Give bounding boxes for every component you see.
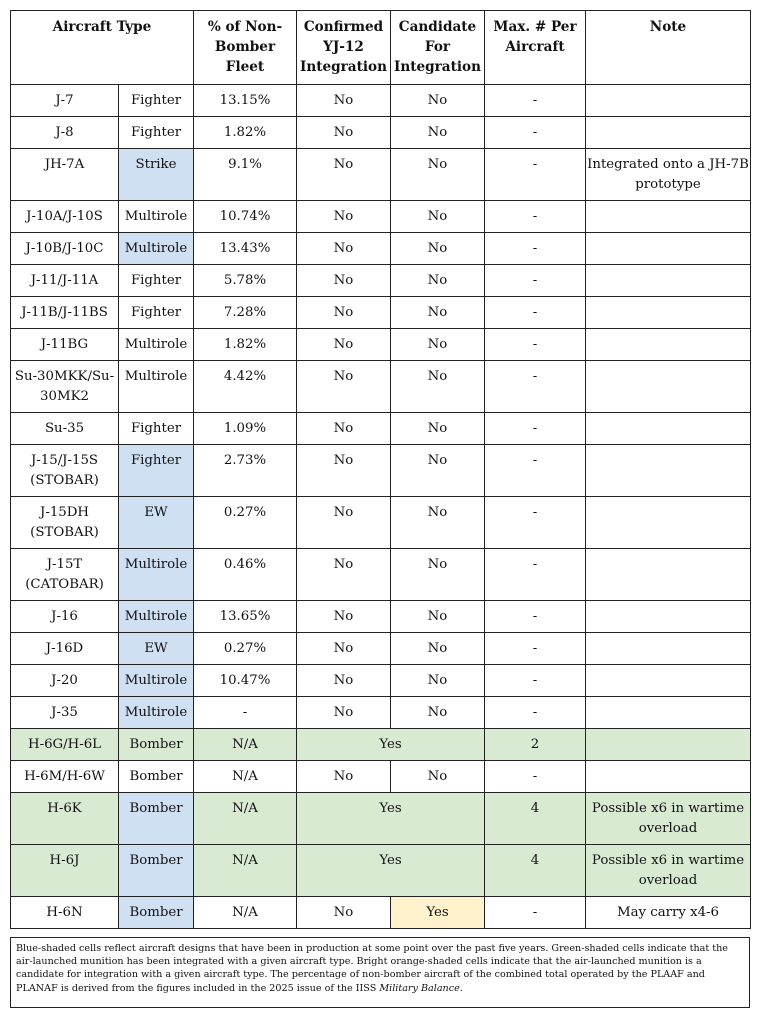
confirmed-cell: No — [297, 233, 391, 265]
note-cell: Integrated onto a JH-7B prototype — [586, 149, 751, 201]
aircraft-cell: J-10A/J-10S — [11, 201, 119, 233]
table-row — [11, 85, 751, 117]
pct-cell: N/A — [194, 845, 297, 897]
footnote-text: Blue-shaded cells reflect aircraft designs that have been in production at some point over the past five years. Green-shaded cells indicate that the air-launched munition has been integrated with a given aircraft type. Bright orange-shaded cells indicate that the air-launched munition is a candidate for integration with a given aircraft type. The percentage of non-bomber aircraft of the combined total operated by the PLAAF and PLANAF is derived from the figures included in the 2025 issue of the IISS — [16, 943, 728, 994]
candidate-cell: No — [391, 601, 485, 633]
candidate-cell: No — [391, 497, 485, 549]
candidate-cell: No — [391, 761, 485, 793]
max-cell: - — [485, 697, 586, 729]
role-cell: Multirole — [119, 665, 194, 697]
footnote-source-title: Military Balance — [379, 982, 460, 994]
role-cell: Multirole — [119, 233, 194, 265]
table-row — [11, 361, 751, 413]
header-max-per-aircraft: Max. # Per Aircraft — [485, 11, 586, 85]
pct-cell: 4.42% — [194, 361, 297, 413]
note-cell — [586, 601, 751, 633]
max-cell: - — [485, 445, 586, 497]
aircraft-cell: H-6G/H-6L — [11, 729, 119, 761]
table-row — [11, 265, 751, 297]
integration-cell: Yes — [297, 845, 485, 897]
aircraft-cell: J-11/J-11A — [11, 265, 119, 297]
role-cell: Multirole — [119, 549, 194, 601]
pct-cell: 1.09% — [194, 413, 297, 445]
aircraft-cell: J-35 — [11, 697, 119, 729]
note-cell — [586, 413, 751, 445]
max-cell: - — [485, 233, 586, 265]
role-cell: Multirole — [119, 329, 194, 361]
candidate-cell: No — [391, 361, 485, 413]
table-row — [11, 201, 751, 233]
pct-cell: 13.15% — [194, 85, 297, 117]
role-cell: EW — [119, 497, 194, 549]
confirmed-cell: No — [297, 761, 391, 793]
note-cell: Possible x6 in wartime overload — [586, 845, 751, 897]
aircraft-cell: J-8 — [11, 117, 119, 149]
note-cell — [586, 729, 751, 761]
pct-cell: 0.46% — [194, 549, 297, 601]
pct-cell: 0.27% — [194, 633, 297, 665]
table-row — [11, 117, 751, 149]
max-cell: - — [485, 761, 586, 793]
table-row — [11, 601, 751, 633]
table-row — [11, 497, 751, 549]
candidate-cell: No — [391, 149, 485, 201]
pct-cell: 2.73% — [194, 445, 297, 497]
max-cell: 2 — [485, 729, 586, 761]
aircraft-cell: JH-7A — [11, 149, 119, 201]
table-row — [11, 633, 751, 665]
max-cell: - — [485, 897, 586, 929]
table-row — [11, 549, 751, 601]
aircraft-cell: J-7 — [11, 85, 119, 117]
confirmed-cell: No — [297, 445, 391, 497]
note-cell: May carry x4-6 — [586, 897, 751, 929]
pct-cell: 13.43% — [194, 233, 297, 265]
pct-cell: 7.28% — [194, 297, 297, 329]
candidate-cell: No — [391, 265, 485, 297]
aircraft-cell: J-15T (CATOBAR) — [11, 549, 119, 601]
candidate-cell: No — [391, 329, 485, 361]
pct-cell: 10.74% — [194, 201, 297, 233]
aircraft-cell: J-11BG — [11, 329, 119, 361]
table-row — [11, 845, 751, 897]
role-cell: EW — [119, 633, 194, 665]
header-aircraft-type: Aircraft Type — [11, 11, 194, 85]
max-cell: - — [485, 329, 586, 361]
max-cell: - — [485, 201, 586, 233]
footnote-end: . — [459, 982, 463, 994]
candidate-cell: No — [391, 413, 485, 445]
candidate-cell: No — [391, 633, 485, 665]
confirmed-cell: No — [297, 117, 391, 149]
max-cell: - — [485, 633, 586, 665]
role-cell: Fighter — [119, 297, 194, 329]
integration-cell: Yes — [297, 729, 485, 761]
max-cell: 4 — [485, 845, 586, 897]
candidate-cell: Yes — [391, 897, 485, 929]
aircraft-cell: Su-35 — [11, 413, 119, 445]
table-row — [11, 445, 751, 497]
table-row — [11, 897, 751, 929]
confirmed-cell: No — [297, 897, 391, 929]
note-cell — [586, 697, 751, 729]
aircraft-cell: H-6J — [11, 845, 119, 897]
table-row — [11, 761, 751, 793]
table-row — [11, 793, 751, 845]
note-cell — [586, 665, 751, 697]
aircraft-cell: H-6N — [11, 897, 119, 929]
note-cell — [586, 445, 751, 497]
aircraft-cell: J-16D — [11, 633, 119, 665]
max-cell: - — [485, 413, 586, 445]
pct-cell: 10.47% — [194, 665, 297, 697]
max-cell: - — [485, 265, 586, 297]
max-cell: - — [485, 549, 586, 601]
header-candidate: Candidate For Integration — [391, 11, 485, 85]
role-cell: Bomber — [119, 729, 194, 761]
pct-cell: 0.27% — [194, 497, 297, 549]
candidate-cell: No — [391, 297, 485, 329]
role-cell: Bomber — [119, 897, 194, 929]
table-row — [11, 729, 751, 761]
confirmed-cell: No — [297, 665, 391, 697]
confirmed-cell: No — [297, 361, 391, 413]
note-cell — [586, 549, 751, 601]
aircraft-cell: J-15/J-15S (STOBAR) — [11, 445, 119, 497]
role-cell: Fighter — [119, 117, 194, 149]
confirmed-cell: No — [297, 497, 391, 549]
aircraft-cell: J-11B/J-11BS — [11, 297, 119, 329]
aircraft-cell: Su-30MKK/Su-30MK2 — [11, 361, 119, 413]
aircraft-cell: H-6K — [11, 793, 119, 845]
confirmed-cell: No — [297, 413, 391, 445]
note-cell — [586, 201, 751, 233]
note-cell — [586, 297, 751, 329]
note-cell — [586, 265, 751, 297]
max-cell: - — [485, 497, 586, 549]
table-row — [11, 149, 751, 201]
table-row — [11, 697, 751, 729]
note-cell — [586, 497, 751, 549]
max-cell: - — [485, 149, 586, 201]
note-cell — [586, 85, 751, 117]
max-cell: 4 — [485, 793, 586, 845]
pct-cell: 9.1% — [194, 149, 297, 201]
note-cell — [586, 329, 751, 361]
footnote — [10, 937, 750, 1008]
note-cell: Possible x6 in wartime overload — [586, 793, 751, 845]
max-cell: - — [485, 297, 586, 329]
header-row — [11, 11, 751, 85]
max-cell: - — [485, 117, 586, 149]
pct-cell: N/A — [194, 897, 297, 929]
role-cell: Fighter — [119, 85, 194, 117]
aircraft-cell: J-16 — [11, 601, 119, 633]
role-cell: Bomber — [119, 761, 194, 793]
note-cell — [586, 233, 751, 265]
confirmed-cell: No — [297, 265, 391, 297]
aircraft-cell: J-15DH (STOBAR) — [11, 497, 119, 549]
integration-cell: Yes — [297, 793, 485, 845]
header-note: Note — [586, 11, 751, 85]
max-cell: - — [485, 665, 586, 697]
confirmed-cell: No — [297, 697, 391, 729]
confirmed-cell: No — [297, 297, 391, 329]
confirmed-cell: No — [297, 549, 391, 601]
confirmed-cell: No — [297, 149, 391, 201]
role-cell: Fighter — [119, 265, 194, 297]
note-cell — [586, 117, 751, 149]
pct-cell: - — [194, 697, 297, 729]
pct-cell: 13.65% — [194, 601, 297, 633]
candidate-cell: No — [391, 233, 485, 265]
role-cell: Fighter — [119, 413, 194, 445]
table-row — [11, 329, 751, 361]
confirmed-cell: No — [297, 201, 391, 233]
max-cell: - — [485, 361, 586, 413]
header-confirmed: Confirmed YJ-12 Integration — [297, 11, 391, 85]
candidate-cell: No — [391, 445, 485, 497]
confirmed-cell: No — [297, 85, 391, 117]
candidate-cell: No — [391, 85, 485, 117]
aircraft-cell: H-6M/H-6W — [11, 761, 119, 793]
role-cell: Fighter — [119, 445, 194, 497]
role-cell: Multirole — [119, 201, 194, 233]
pct-cell: N/A — [194, 761, 297, 793]
confirmed-cell: No — [297, 329, 391, 361]
table-row — [11, 297, 751, 329]
candidate-cell: No — [391, 697, 485, 729]
note-cell — [586, 761, 751, 793]
table-row — [11, 413, 751, 445]
table-row — [11, 665, 751, 697]
confirmed-cell: No — [297, 601, 391, 633]
role-cell: Multirole — [119, 697, 194, 729]
pct-cell: N/A — [194, 793, 297, 845]
max-cell: - — [485, 601, 586, 633]
aircraft-cell: J-10B/J-10C — [11, 233, 119, 265]
pct-cell: 1.82% — [194, 117, 297, 149]
role-cell: Strike — [119, 149, 194, 201]
header-pct-fleet: % of Non-Bomber Fleet — [194, 11, 297, 85]
aircraft-cell: J-20 — [11, 665, 119, 697]
candidate-cell: No — [391, 549, 485, 601]
pct-cell: 5.78% — [194, 265, 297, 297]
pct-cell: N/A — [194, 729, 297, 761]
role-cell: Multirole — [119, 601, 194, 633]
max-cell: - — [485, 85, 586, 117]
aircraft-table — [10, 10, 751, 929]
table-row — [11, 233, 751, 265]
candidate-cell: No — [391, 201, 485, 233]
role-cell: Bomber — [119, 845, 194, 897]
role-cell: Bomber — [119, 793, 194, 845]
confirmed-cell: No — [297, 633, 391, 665]
note-cell — [586, 361, 751, 413]
candidate-cell: No — [391, 117, 485, 149]
pct-cell: 1.82% — [194, 329, 297, 361]
role-cell: Multirole — [119, 361, 194, 413]
note-cell — [586, 633, 751, 665]
candidate-cell: No — [391, 665, 485, 697]
